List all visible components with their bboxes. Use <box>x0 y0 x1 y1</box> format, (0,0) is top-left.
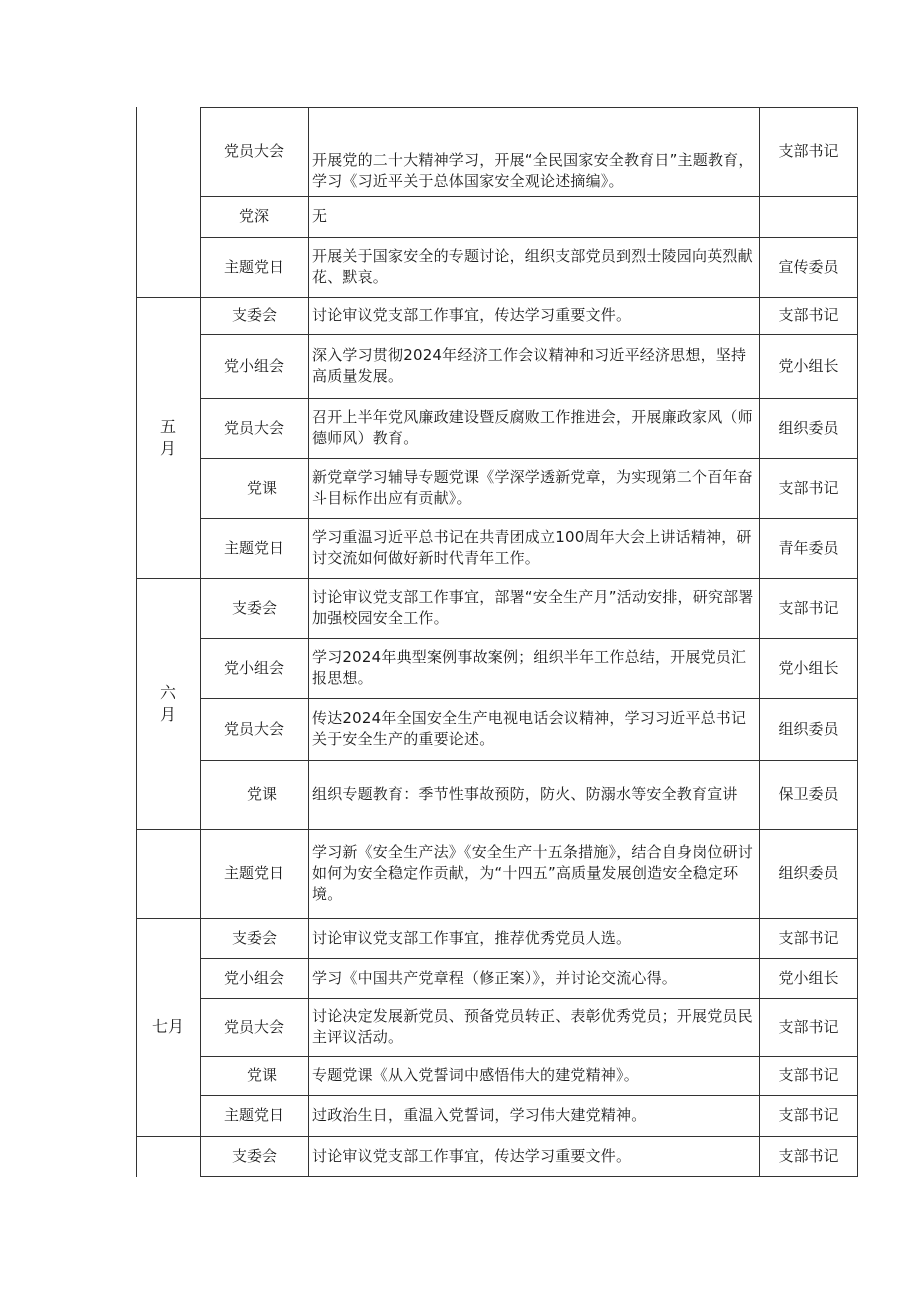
table-row-owner: 党小组长 <box>778 968 839 987</box>
table-row-content: 开展关于国家安全的专题讨论，组织支部党员到烈士陵园向英烈献花、默哀。 <box>312 247 753 286</box>
month-label: 七月 <box>151 1017 184 1036</box>
table-row-content: 学习《中国共产党章程（修正案）》，并讨论交流心得。 <box>312 968 678 987</box>
table-row-content: 无 <box>312 207 328 225</box>
table-row-type: 支委会 <box>231 598 277 617</box>
table-row-type: 党课 <box>246 785 277 803</box>
table-row-content: 学习新《安全生产法》《安全生产十五条措施》，结合自身岗位研讨如何为安全稳定作贡献，为“十四五”高质量发展创造安全稳定环境。 <box>312 843 754 903</box>
table-row-type: 党员大会 <box>223 719 284 738</box>
table-row-type: 主题党日 <box>223 538 284 557</box>
table-row-type: 主题党日 <box>223 864 284 882</box>
table-row-content: 过政治生日，重温入党誓词，学习伟大建党精神。 <box>312 1106 647 1124</box>
table-row-content: 传达2024年全国安全生产电视电话会议精神，学习习近平总书记关于安全生产的重要论述。 <box>312 709 747 748</box>
table-row-owner: 组织委员 <box>778 418 839 437</box>
month-label: 五月 <box>160 416 177 458</box>
month-label: 六月 <box>160 682 177 724</box>
table-row-owner: 支部书记 <box>778 306 839 324</box>
table-row-content: 讨论审议党支部工作事宜，传达学习重要文件。 <box>312 1146 632 1165</box>
table-row-content: 学习重温习近平总书记在共青团成立100周年大会上讲话精神，研讨交流如何做好新时代青年工作。 <box>312 528 752 567</box>
table-row-owner: 支部书记 <box>778 598 839 617</box>
table-row-owner <box>760 196 857 237</box>
table-row-content: 深入学习贯彻2024年经济工作会议精神和习近平经济思想，坚持高质量发展。 <box>312 346 747 385</box>
table-row-owner: 支部书记 <box>778 1146 839 1165</box>
table-row-owner: 支部书记 <box>778 1066 839 1084</box>
table-row-owner: 青年委员 <box>778 538 839 557</box>
table-row-owner: 支部书记 <box>778 142 839 160</box>
table-row-type: 党小组会 <box>223 658 284 677</box>
table-row-type: 党小组会 <box>223 968 284 987</box>
table-row-content: 开展党的二十大精神学习，开展“全民国家安全教育日”主题教育，学习《习近平关于总体国家安全观论述摘编》。 <box>312 151 754 190</box>
table-row-type: 支委会 <box>231 1146 277 1165</box>
table-row-content: 召开上半年党风廉政建设暨反腐败工作推进会，开展廉政家风（师德师风）教育。 <box>312 408 753 447</box>
table-row-content: 学习2024年典型案例事故案例；组织半年工作总结，开展党员汇报思想。 <box>312 648 747 687</box>
table-rule <box>200 1176 858 1177</box>
month-cell <box>136 918 200 1136</box>
table-row-owner: 支部书记 <box>778 928 839 947</box>
table-row-type: 主题党日 <box>223 257 284 276</box>
table-row-owner: 党小组长 <box>778 356 839 375</box>
table-row-type: 支委会 <box>231 928 277 947</box>
table-row-type: 党员大会 <box>223 1017 284 1036</box>
table-row-type: 党小组会 <box>223 356 284 375</box>
table-row-type: 支委会 <box>231 306 277 324</box>
table-rule <box>857 107 858 1177</box>
table-row-content: 讨论决定发展新党员、预备党员转正、表彰优秀党员；开展党员民主评议活动。 <box>312 1007 753 1046</box>
table-row-type: 党员大会 <box>223 142 284 160</box>
table-row-content: 专题党课《从入党誓词中感悟伟大的建党精神》。 <box>312 1066 639 1084</box>
table-row-type: 党课 <box>246 1066 277 1084</box>
table-row-owner: 组织委员 <box>778 719 839 738</box>
table-row-type: 党员大会 <box>223 418 284 437</box>
table-row-content: 讨论审议党支部工作事宜，传达学习重要文件。 <box>312 306 632 324</box>
table-row-owner: 保卫委员 <box>778 785 839 803</box>
table-row-owner: 宣传委员 <box>778 257 839 276</box>
table-row-type: 党深 <box>238 207 269 225</box>
table-row-owner: 支部书记 <box>778 1017 839 1036</box>
table-row-owner: 党小组长 <box>778 658 839 677</box>
table-row-owner: 支部书记 <box>778 1106 839 1124</box>
table-row-content: 新党章学习辅导专题党课《学深学透新党章，为实现第二个百年奋斗目标作出应有贡献》。 <box>312 468 753 507</box>
month-cell <box>136 578 200 829</box>
table-row-type: 党课 <box>246 478 277 497</box>
table-row-content: 组织专题教育：季节性事故预防，防火、防溺水等安全教育宣讲 <box>312 785 738 803</box>
table-row-owner: 组织委员 <box>778 864 839 882</box>
table-row-content: 讨论审议党支部工作事宜，推荐优秀党员人选。 <box>312 928 632 947</box>
table-row-owner: 支部书记 <box>778 478 839 497</box>
month-cell <box>136 297 200 578</box>
table-row-type: 主题党日 <box>223 1106 284 1124</box>
table-row-content: 讨论审议党支部工作事宜，部署“安全生产月”活动安排，研究部署加强校园安全工作。 <box>312 588 754 627</box>
